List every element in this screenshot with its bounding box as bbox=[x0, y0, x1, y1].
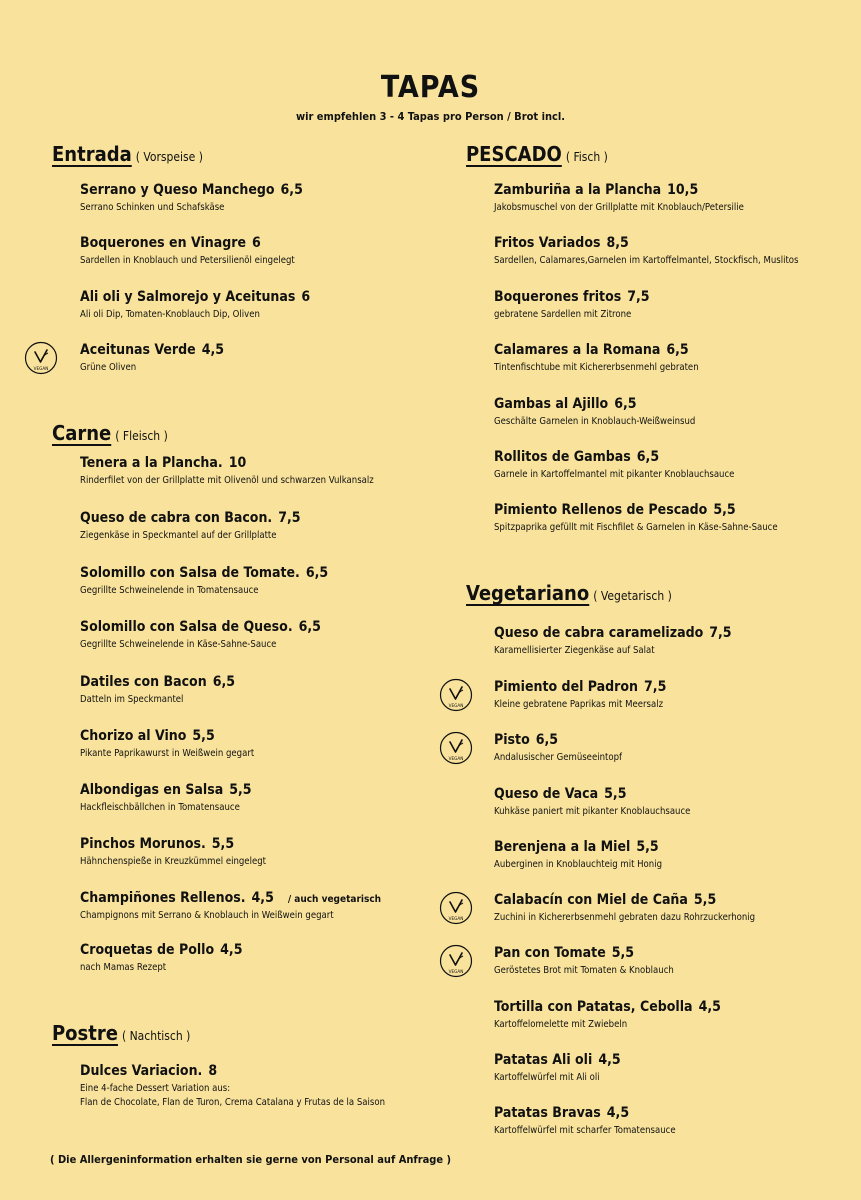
item-name: Solomillo con Salsa de Queso. bbox=[80, 619, 293, 635]
item-name: Berenjena a la Miel bbox=[494, 839, 631, 855]
menu-item bbox=[494, 235, 798, 268]
item-name: Pan con Tomate bbox=[494, 945, 606, 961]
item-name-row bbox=[494, 892, 755, 908]
menu-item bbox=[494, 945, 674, 978]
menu-item bbox=[80, 565, 328, 598]
item-price: 5,5 bbox=[229, 782, 252, 798]
section-subtitle: ( Vorspeise ) bbox=[135, 150, 203, 164]
item-description: Serrano Schinken und Schafskäse bbox=[80, 202, 225, 213]
item-description: Datteln im Speckmantel bbox=[80, 694, 184, 705]
item-description: Hackfleischbällchen in Tomatensauce bbox=[80, 802, 240, 813]
item-name-row bbox=[494, 1052, 621, 1068]
item-name-row bbox=[80, 836, 266, 852]
item-price: 6,5 bbox=[535, 732, 559, 748]
item-price: 6,5 bbox=[614, 396, 637, 412]
item-price: 4,5 bbox=[201, 342, 225, 358]
menu-item bbox=[80, 342, 224, 375]
svg-text:VEGAN: VEGAN bbox=[448, 703, 464, 708]
item-name: Calamares a la Romana bbox=[494, 342, 661, 358]
item-name: Datiles con Bacon bbox=[80, 674, 207, 690]
item-description: Jakobsmuschel von der Grillplatte mit Knoblauch/Petersilie bbox=[494, 202, 744, 213]
item-description: Gegrillte Schweinelende in Tomatensauce bbox=[80, 585, 259, 596]
svg-text:VEGAN: VEGAN bbox=[448, 969, 464, 974]
item-price: 7,5 bbox=[627, 289, 650, 305]
menu-item bbox=[494, 839, 662, 872]
menu-item bbox=[494, 892, 755, 925]
menu-item bbox=[80, 182, 303, 215]
item-name: Dulces Variacion. bbox=[80, 1063, 203, 1079]
item-name-row bbox=[494, 625, 732, 641]
item-name: Calabacín con Miel de Caña bbox=[494, 892, 688, 908]
item-name-row bbox=[494, 235, 798, 251]
menu-item bbox=[80, 235, 295, 268]
section-title: PESCADO bbox=[466, 142, 562, 166]
item-price: 6 bbox=[252, 235, 261, 251]
item-name-row bbox=[80, 342, 224, 358]
item-name: Rollitos de Gambas bbox=[494, 449, 631, 465]
menu-item bbox=[494, 732, 622, 765]
item-description: Zuchini in Kichererbsenmehl gebraten dazu Rohrzuckerhonig bbox=[494, 912, 756, 923]
menu-item bbox=[494, 1105, 676, 1138]
item-name: Tenera a la Plancha. bbox=[80, 455, 223, 471]
menu-item bbox=[494, 342, 699, 375]
item-name-row bbox=[80, 182, 303, 198]
item-name-row bbox=[80, 782, 252, 798]
item-description: Andalusischer Gemüseeintopf bbox=[494, 752, 623, 763]
item-description: Kartoffelwürfel mit scharfer Tomatensauce bbox=[494, 1125, 676, 1136]
item-name: Pimiento Rellenos de Pescado bbox=[494, 502, 708, 518]
item-description: Pikante Paprikawurst in Weißwein gegart bbox=[80, 748, 255, 759]
item-name-row bbox=[80, 728, 254, 744]
item-description: Kleine gebratene Paprikas mit Meersalz bbox=[494, 699, 664, 710]
item-name: Serrano y Queso Manchego bbox=[80, 182, 275, 198]
item-name: Pinchos Morunos. bbox=[80, 836, 206, 852]
item-name: Gambas al Ajillo bbox=[494, 396, 609, 412]
item-description: Hähnchenspieße in Kreuzkümmel eingelegt bbox=[80, 856, 266, 867]
item-price: 8 bbox=[208, 1063, 218, 1079]
item-description: Karamellisierter Ziegenkäse auf Salat bbox=[494, 645, 655, 656]
item-price: 6,5 bbox=[666, 342, 689, 358]
item-name-row bbox=[80, 674, 235, 690]
item-name: Boquerones en Vinagre bbox=[80, 235, 246, 251]
item-name-row bbox=[80, 565, 328, 581]
item-description: Sardellen, Calamares,Garnelen im Kartoffelmantel, Stockfisch, Muslitos bbox=[494, 255, 799, 266]
item-price: 5,5 bbox=[211, 836, 235, 852]
item-description: Kuhkäse paniert mit pikanter Knoblauchsauce bbox=[494, 806, 691, 817]
menu-item bbox=[494, 182, 744, 215]
item-name-row bbox=[494, 732, 622, 748]
section-title: Entrada bbox=[52, 142, 132, 166]
item-price: 7,5 bbox=[278, 510, 301, 526]
item-name: Queso de Vaca bbox=[494, 786, 599, 802]
item-name-row bbox=[494, 786, 690, 802]
menu-item bbox=[80, 890, 381, 923]
item-description: gebratene Sardellen mit Zitrone bbox=[494, 309, 632, 320]
item-price: 4,5 bbox=[220, 942, 243, 958]
section-header-vegetariano bbox=[466, 581, 672, 607]
item-name-row bbox=[80, 619, 321, 635]
item-price: 6,5 bbox=[305, 565, 329, 581]
item-price: 5,5 bbox=[192, 728, 215, 744]
menu-item bbox=[80, 455, 374, 488]
svg-text:VEGAN: VEGAN bbox=[33, 366, 49, 371]
menu-item bbox=[494, 289, 650, 322]
item-description: Sardellen in Knoblauch und Petersilienöl eingelegt bbox=[80, 255, 295, 266]
section-subtitle: ( Fleisch ) bbox=[115, 429, 168, 443]
item-description: Geröstetes Brot mit Tomaten & Knoblauch bbox=[494, 965, 674, 976]
menu-item bbox=[80, 619, 321, 652]
menu-item bbox=[494, 786, 690, 819]
menu-subtitle: wir empfehlen 3 - 4 Tapas pro Person / Brot incl. bbox=[295, 110, 566, 123]
item-name: Solomillo con Salsa de Tomate. bbox=[80, 565, 300, 581]
item-description: Spitzpaprika gefüllt mit Fischfilet & Garnelen in Käse-Sahne-Sauce bbox=[494, 522, 778, 533]
item-name: Zamburiña a la Plancha bbox=[494, 182, 662, 198]
item-name-row bbox=[80, 289, 310, 305]
menu-item bbox=[494, 396, 695, 429]
item-name-row bbox=[494, 945, 674, 961]
item-name-row bbox=[80, 890, 381, 906]
item-description: Geschälte Garnelen in Knoblauch-Weißweinsud bbox=[494, 416, 696, 427]
item-name-row bbox=[494, 502, 778, 518]
menu-item bbox=[494, 449, 734, 482]
item-description: Garnele in Kartoffelmantel mit pikanter Knoblauchsauce bbox=[494, 469, 735, 480]
section-header-pescado bbox=[466, 142, 608, 168]
section-subtitle: ( Nachtisch ) bbox=[121, 1029, 191, 1043]
item-name-row bbox=[494, 999, 721, 1015]
svg-text:VEGAN: VEGAN bbox=[448, 756, 464, 761]
item-name-row bbox=[80, 455, 374, 471]
section-subtitle: ( Vegetarisch ) bbox=[593, 589, 672, 603]
vegan-icon bbox=[439, 731, 473, 765]
item-description: Grüne Oliven bbox=[80, 362, 137, 373]
item-name-row bbox=[494, 289, 650, 305]
item-name-row bbox=[494, 679, 666, 695]
item-price: 7,5 bbox=[644, 679, 667, 695]
item-price: 5,5 bbox=[604, 786, 627, 802]
vegan-icon bbox=[439, 891, 473, 925]
item-description: Kartoffelwürfel mit Ali oli bbox=[494, 1072, 600, 1083]
allergen-footer: ( Die Allergeninformation erhalten sie gerne von Personal auf Anfrage ) bbox=[50, 1153, 452, 1166]
item-price: 8,5 bbox=[606, 235, 629, 251]
menu-item bbox=[80, 728, 254, 761]
svg-text:VEGAN: VEGAN bbox=[448, 916, 464, 921]
item-name-row bbox=[80, 510, 301, 526]
section-title: Carne bbox=[52, 421, 112, 445]
item-name: Chorizo al Vino bbox=[80, 728, 187, 744]
item-price: 5,5 bbox=[611, 945, 635, 961]
menu-item bbox=[80, 782, 252, 815]
item-name-row bbox=[80, 942, 242, 958]
item-description: Gegrillte Schweinelende in Käse-Sahne-Sauce bbox=[80, 639, 277, 650]
item-price: 7,5 bbox=[709, 625, 732, 641]
item-name-row bbox=[494, 449, 734, 465]
item-description: Auberginen in Knoblauchteig mit Honig bbox=[494, 859, 663, 870]
item-price: 4,5 bbox=[598, 1052, 621, 1068]
item-description: Eine 4-fache Dessert Variation aus: bbox=[80, 1083, 231, 1094]
item-name: Tortilla con Patatas, Cebolla bbox=[494, 999, 693, 1015]
item-name: Croquetas de Pollo bbox=[80, 942, 215, 958]
section-header-entrada bbox=[52, 142, 203, 168]
item-description: Rinderfilet von der Grillplatte mit Olivenöl und schwarzen Vulkansalz bbox=[80, 475, 374, 486]
item-description: Ali oli Dip, Tomaten-Knoblauch Dip, Oliven bbox=[80, 309, 260, 320]
item-price: 10,5 bbox=[667, 182, 699, 198]
item-name: Patatas Bravas bbox=[494, 1105, 601, 1121]
item-price: 6,5 bbox=[280, 182, 303, 198]
item-price: 4,5 bbox=[606, 1105, 630, 1121]
item-name: Ali oli y Salmorejo y Aceitunas bbox=[80, 289, 296, 305]
menu-item bbox=[494, 679, 666, 712]
menu-item bbox=[80, 510, 301, 543]
vegan-icon bbox=[439, 944, 473, 978]
item-price: 4,5 bbox=[251, 890, 274, 906]
item-description: Tintenfischtube mit Kichererbsenmehl gebraten bbox=[494, 362, 699, 373]
item-description: nach Mamas Rezept bbox=[80, 962, 167, 973]
item-price: 10 bbox=[228, 455, 247, 471]
menu-item bbox=[494, 999, 721, 1032]
section-title: Vegetariano bbox=[466, 581, 590, 605]
vegan-icon bbox=[439, 678, 473, 712]
item-price: 5,5 bbox=[713, 502, 736, 518]
menu-title: TAPAS bbox=[380, 70, 481, 105]
item-name: Fritos Variados bbox=[494, 235, 601, 251]
vegan-icon bbox=[24, 341, 58, 375]
item-note: / auch vegetarisch bbox=[287, 894, 382, 905]
item-name: Queso de cabra caramelizado bbox=[494, 625, 704, 641]
item-name: Aceitunas Verde bbox=[80, 342, 196, 358]
section-title: Postre bbox=[52, 1021, 118, 1045]
item-name-row bbox=[494, 1105, 676, 1121]
item-price: 6,5 bbox=[636, 449, 660, 465]
item-name: Pisto bbox=[494, 732, 530, 748]
item-name-row bbox=[80, 235, 295, 251]
item-name: Champiñones Rellenos. bbox=[80, 890, 246, 906]
item-price: 6,5 bbox=[298, 619, 321, 635]
item-description: Kartoffelomelette mit Zwiebeln bbox=[494, 1019, 628, 1030]
menu-item bbox=[80, 289, 310, 322]
section-header-postre bbox=[52, 1021, 190, 1047]
item-name: Queso de cabra con Bacon. bbox=[80, 510, 273, 526]
item-name-row bbox=[494, 182, 744, 198]
item-description: Champignons mit Serrano & Knoblauch in Weißwein gegart bbox=[80, 910, 334, 921]
item-name-row bbox=[494, 396, 695, 412]
menu-item bbox=[80, 1063, 385, 1111]
item-price: 6 bbox=[301, 289, 311, 305]
item-name: Patatas Ali oli bbox=[494, 1052, 593, 1068]
item-name-row bbox=[494, 839, 662, 855]
section-header-carne bbox=[52, 421, 168, 447]
item-price: 5,5 bbox=[693, 892, 717, 908]
item-description-2: Flan de Chocolate, Flan de Turon, Crema Catalana y Frutas de la Saison bbox=[80, 1097, 386, 1109]
item-price: 5,5 bbox=[636, 839, 659, 855]
section-subtitle: ( Fisch ) bbox=[565, 150, 608, 164]
item-name: Albondigas en Salsa bbox=[80, 782, 224, 798]
menu-item bbox=[494, 625, 732, 658]
item-name: Boquerones fritos bbox=[494, 289, 622, 305]
item-price: 6,5 bbox=[212, 674, 235, 690]
menu-item bbox=[80, 942, 242, 975]
item-name-row bbox=[80, 1063, 385, 1079]
menu-item bbox=[80, 836, 266, 869]
menu-item bbox=[80, 674, 235, 707]
item-name-row bbox=[494, 342, 699, 358]
menu-item bbox=[494, 502, 778, 535]
item-description: Ziegenkäse in Speckmantel auf der Grillplatte bbox=[80, 530, 277, 541]
item-price: 4,5 bbox=[698, 999, 721, 1015]
item-name: Pimiento del Padron bbox=[494, 679, 639, 695]
menu-item bbox=[494, 1052, 621, 1085]
